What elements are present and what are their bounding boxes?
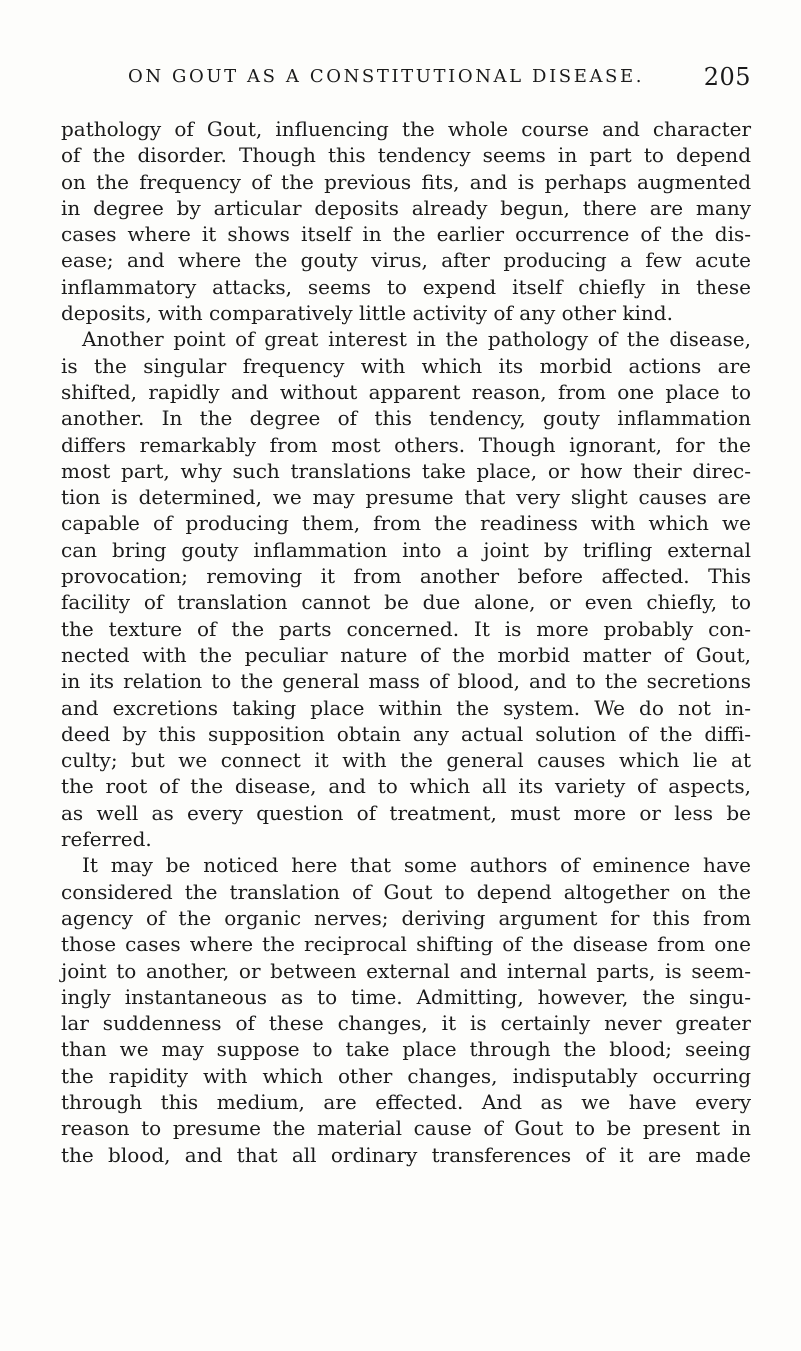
body-text <box>61 116 751 1168</box>
running-title: ON GOUT AS A CONSTITUTIONAL DISEASE. <box>128 66 645 87</box>
text-line: agency of the organic nerves; deriving argument for this from <box>61 905 751 930</box>
text-line: on the frequency of the previous fits, and is perhaps augmented <box>61 169 751 194</box>
text-line: the texture of the parts concerned. It is more probably con- <box>61 616 751 641</box>
text-line: cases where it shows itself in the earlier occurrence of the dis- <box>61 222 751 247</box>
text-line: culty; but we connect it with the general causes which lie at <box>61 748 751 773</box>
text-line: of the disorder. Though this tendency seems in part to depend <box>61 143 751 168</box>
text-line: deed by this supposition obtain any actual solution of the diffi- <box>61 721 751 746</box>
text-line: considered the translation of Gout to depend altogether on the <box>61 879 751 904</box>
text-line: can bring gouty inflammation into a joint by trifling external <box>61 537 751 562</box>
text-line: tion is determined, we may presume that very slight causes are <box>61 485 751 510</box>
text-line: deposits, with comparatively little activity of any other kind. <box>61 301 673 326</box>
text-line: lar suddenness of these changes, it is certainly never greater <box>61 1011 751 1036</box>
text-line: those cases where the reciprocal shifting of the disease from one <box>61 932 751 957</box>
text-line: is the singular frequency with which its morbid actions are <box>61 353 751 378</box>
text-line: than we may suppose to take place through the blood; seeing <box>61 1037 751 1062</box>
page-number: 205 <box>703 63 751 91</box>
text-line: another. In the degree of this tendency, gouty inflammation <box>61 406 751 431</box>
text-line: through this medium, are effected. And as we have every <box>61 1089 751 1114</box>
text-line: and excretions taking place within the system. We do not in- <box>61 695 751 720</box>
text-line: ease; and where the gouty virus, after producing a few acute <box>61 248 751 273</box>
running-header <box>128 63 751 91</box>
text-line: the root of the disease, and to which all its variety of aspects, <box>61 774 751 799</box>
text-line: referred. <box>61 827 152 852</box>
text-line: facility of translation cannot be due alone, or even chiefly, to <box>61 590 751 615</box>
text-line: shifted, rapidly and without apparent reason, from one place to <box>61 379 751 404</box>
text-line: the rapidity with which other changes, indisputably occurring <box>61 1063 751 1088</box>
text-line: pathology of Gout, influencing the whole course and character <box>61 117 751 141</box>
text-line: as well as every question of treatment, must more or less be <box>61 800 751 825</box>
text-line: provocation; removing it from another before affected. This <box>61 564 751 589</box>
text-line: differs remarkably from most others. Though ignorant, for the <box>61 432 751 457</box>
text-line: in degree by articular deposits already begun, there are many <box>61 195 751 220</box>
text-line: in its relation to the general mass of blood, and to the secretions <box>61 669 751 694</box>
text-line: ingly instantaneous as to time. Admitting, however, the singu- <box>61 984 751 1009</box>
text-line: reason to presume the material cause of Gout to be present in <box>61 1116 751 1141</box>
text-line: inflammatory attacks, seems to expend itself chiefly in these <box>61 274 751 299</box>
text-line: nected with the peculiar nature of the morbid matter of Gout, <box>61 642 751 667</box>
text-line: joint to another, or between external and internal parts, is seem- <box>61 958 751 983</box>
text-line: most part, why such translations take place, or how their direc- <box>61 458 751 483</box>
text-line: Another point of great interest in the pathology of the disease, <box>82 327 751 352</box>
text-line: It may be noticed here that some authors of eminence have <box>82 853 751 878</box>
text-line: the blood, and that all ordinary transferences of it are made <box>61 1142 751 1167</box>
text-line: capable of producing them, from the readiness with which we <box>61 511 751 536</box>
